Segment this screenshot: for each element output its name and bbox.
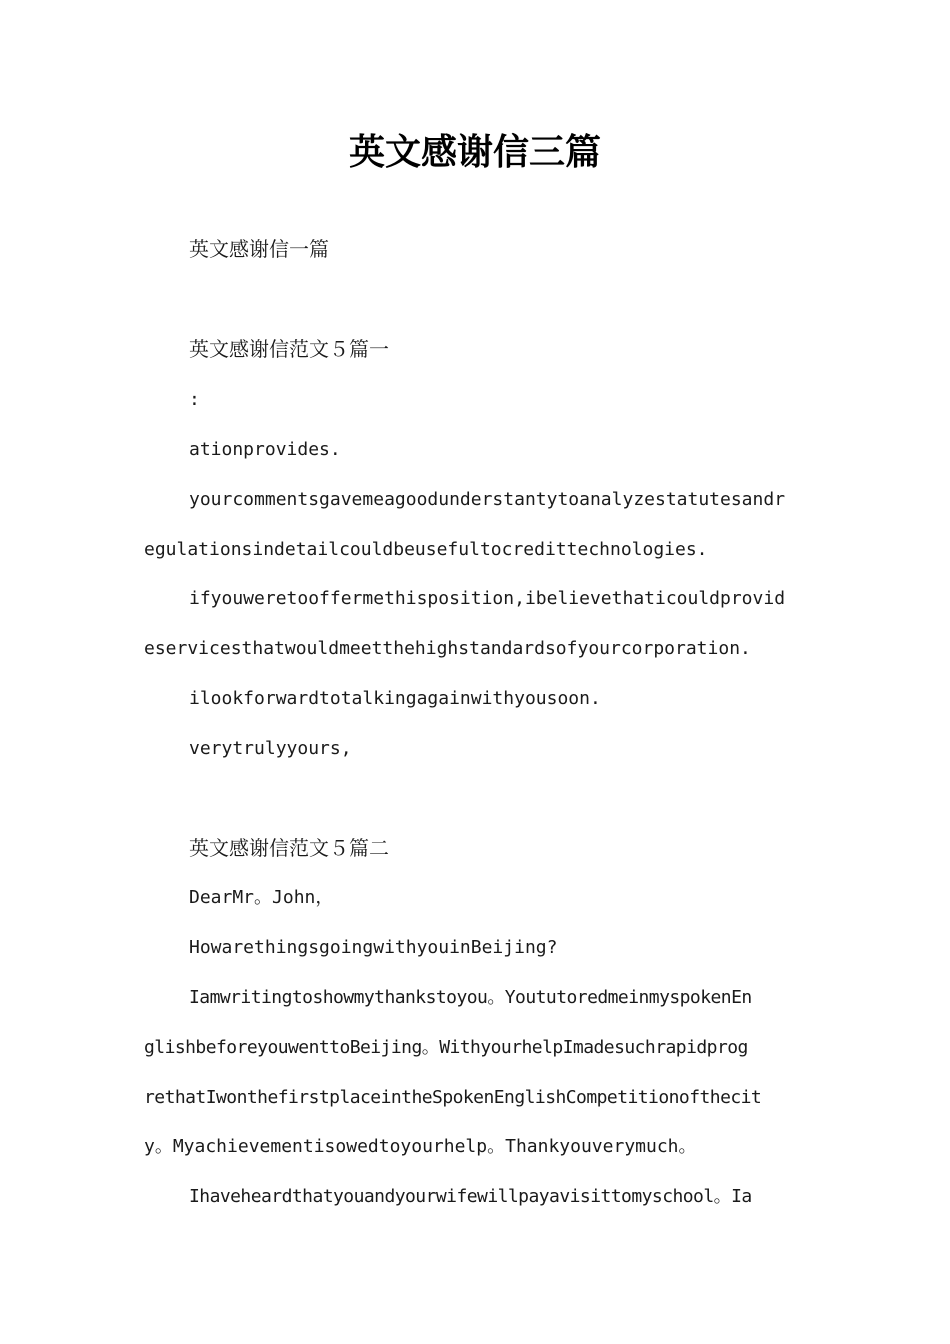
section-heading: 英文感谢信范文５篇一 — [189, 337, 389, 361]
paragraph-line: y。Myachievementisowedtoyourhelp。Thankyouverymuch。 — [144, 1136, 697, 1157]
paragraph-line: : — [189, 389, 200, 410]
paragraph-line: Iamwritingtoshowmythankstoyou。YoututoredmeinmyspokenEn — [189, 987, 752, 1008]
paragraph-line: rethatIwonthefirstplaceintheSpokenEnglishCompetitionofthecit — [144, 1087, 762, 1108]
paragraph-line: ifyouweretooffermethisposition,ibelievethaticouldprovid — [189, 588, 786, 609]
paragraph-line: egulationsindetailcouldbeusefultocredittechnologies. — [144, 539, 708, 560]
paragraph-line: eservicesthatwouldmeetthehighstandardsofyourcorporation. — [144, 638, 751, 659]
paragraph-line: ationprovides. — [189, 439, 341, 460]
section-heading: 英文感谢信一篇 — [189, 237, 329, 261]
paragraph-line: Ihaveheardthatyouandyourwifewillpayavisittomyschool。Ia — [189, 1186, 752, 1207]
paragraph-line: glishbeforeyouwenttoBeijing。WithyourhelpImadesuchrapidprog — [144, 1037, 748, 1058]
section-heading: 英文感谢信范文５篇二 — [189, 836, 389, 860]
paragraph-line: DearMr。John， — [189, 887, 334, 908]
paragraph-line: HowarethingsgoingwithyouinBeijing? — [189, 937, 558, 958]
paragraph-line: verytrulyyours, — [189, 738, 352, 759]
paragraph-line: yourcommentsgavemeagoodunderstantytoanalyzestatutesandr — [189, 489, 786, 510]
paragraph-line: ilookforwardtotalkingagainwithyousoon. — [189, 688, 601, 709]
document-title: 英文感谢信三篇 — [348, 132, 601, 173]
